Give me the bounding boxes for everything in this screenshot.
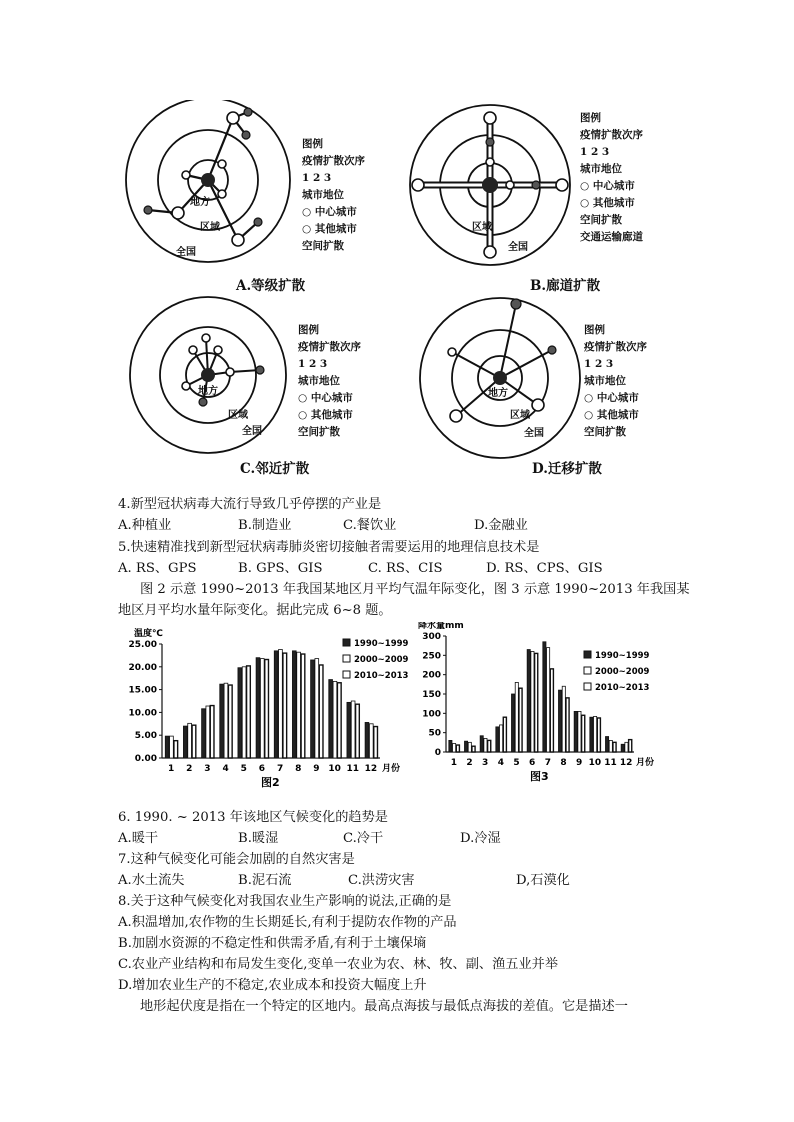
legend-order: 疫情扩散次序	[584, 341, 647, 353]
y-tick-label: 10.00	[128, 708, 157, 719]
legend-swatch	[343, 671, 350, 678]
intro-line-2: 地区月平均水量年际变化。据此完成 6~8 题。	[118, 603, 392, 618]
legend-city: 城市地位	[302, 189, 344, 201]
bar	[220, 684, 224, 758]
legend: 图例 疫情扩散次序 1 2 3 城市地位 ○ 中心城市 ○ 其他城市 空间扩散	[302, 136, 365, 255]
bar	[480, 736, 483, 752]
legend-city: 城市地位	[298, 375, 340, 387]
bar	[279, 649, 283, 758]
option[interactable]: A.水土流失	[118, 873, 185, 888]
option[interactable]: B.制造业	[238, 518, 292, 533]
bar	[283, 653, 287, 758]
x-tick-label: 9	[313, 764, 320, 774]
x-tick-label: 5	[513, 758, 520, 768]
bar	[365, 722, 369, 758]
bar	[625, 742, 628, 752]
bar	[609, 740, 612, 752]
legend-center: 中心城市	[314, 206, 357, 218]
y-tick-label: 20.00	[128, 662, 157, 673]
nation-label: 全国	[242, 426, 262, 437]
bar	[165, 736, 169, 758]
bar	[613, 742, 616, 752]
bar	[256, 658, 260, 758]
y-tick-label: 0.00	[134, 754, 157, 764]
diagram-caption: B.廊道扩散	[530, 278, 601, 294]
bar	[202, 709, 206, 758]
chart-caption: 图3	[530, 770, 549, 783]
bar	[500, 725, 503, 752]
y-tick-label: 150	[422, 690, 441, 700]
option[interactable]: B. GPS、GIS	[238, 561, 323, 576]
bar	[456, 745, 459, 752]
legend-numbers: 1 2 3	[302, 172, 332, 184]
x-tick-label: 1	[167, 764, 175, 774]
bar	[351, 701, 355, 758]
legend-swatch	[584, 683, 591, 690]
option[interactable]: D.增加农业生产的不稳定,农业成本和投资大幅度上升	[118, 978, 427, 993]
option[interactable]: D. RS、CPS、GIS	[486, 561, 603, 576]
core-label: 地方	[190, 197, 210, 208]
x-tick-label: 3	[482, 758, 489, 768]
bar	[369, 724, 373, 758]
x-tick-label: 5	[240, 764, 247, 774]
y-tick-label: 250	[422, 651, 441, 662]
x-tick-label: 2	[186, 764, 193, 774]
bar	[464, 741, 467, 752]
option[interactable]: C.冷干	[343, 831, 384, 846]
legend-title: 图例	[302, 138, 323, 150]
option[interactable]: D.金融业	[474, 518, 528, 533]
option[interactable]: D.冷湿	[460, 831, 501, 846]
bar	[192, 725, 196, 758]
bar	[597, 718, 600, 752]
bar	[228, 685, 232, 758]
bar	[582, 715, 585, 752]
bar	[292, 651, 296, 758]
legend-title: 图例	[298, 324, 319, 336]
option[interactable]: A. RS、GPS	[118, 561, 197, 576]
legend-numbers: 1 2 3	[584, 358, 614, 370]
legend-order: 疫情扩散次序	[302, 155, 365, 167]
option[interactable]: C.洪涝灾害	[348, 873, 415, 888]
region-label: 区域	[200, 222, 220, 233]
option[interactable]: C. RS、CIS	[368, 561, 443, 576]
bar	[543, 642, 546, 752]
bar	[238, 668, 242, 758]
legend-swatch	[584, 651, 591, 658]
x-tick-label: 11	[604, 758, 617, 768]
bar	[527, 650, 530, 752]
bar	[265, 660, 269, 758]
legend-spread: 空间扩散	[298, 426, 340, 438]
legend-order: 疫情扩散次序	[298, 341, 361, 353]
diagram-c	[118, 290, 408, 480]
legend-title: 图例	[584, 324, 605, 336]
y-tick-label: 100	[422, 709, 441, 720]
bar	[206, 706, 210, 758]
diagram-b	[400, 100, 690, 300]
bar	[547, 648, 550, 752]
bar	[496, 727, 499, 752]
bar	[315, 659, 319, 758]
bar	[242, 667, 246, 758]
legend-numbers: 1 2 3	[580, 146, 610, 158]
option[interactable]: B.暖湿	[238, 831, 279, 846]
legend-title: 图例	[580, 112, 601, 124]
legend-spread: 空间扩散	[302, 240, 344, 252]
y-tick-label: 50	[428, 728, 441, 739]
bar	[170, 736, 174, 758]
legend-spread: 空间扩散	[584, 426, 626, 438]
bar	[347, 702, 351, 758]
chart-caption: 图2	[261, 776, 280, 789]
bar	[260, 659, 264, 758]
legend-center: 中心城市	[310, 392, 353, 404]
x-tick-label: 12	[364, 764, 378, 774]
option[interactable]: B.加剧水资源的不稳定性和供需矛盾,有利于土壤保墒	[118, 936, 427, 951]
legend-order: 疫情扩散次序	[580, 129, 643, 141]
bar	[188, 723, 192, 758]
bar	[472, 746, 475, 752]
bar	[566, 698, 569, 752]
option[interactable]: C.餐饮业	[343, 518, 397, 533]
bar	[224, 683, 228, 758]
bar	[558, 690, 561, 752]
legend-center: 中心城市	[592, 180, 635, 192]
chart-title: 降水量mm	[418, 622, 464, 631]
x-tick-label: 8	[295, 764, 302, 774]
y-tick-label: 15.00	[128, 685, 157, 696]
legend-label: 2000~2009	[595, 667, 650, 677]
bar	[519, 688, 522, 752]
bar	[531, 651, 534, 752]
legend-label: 2010~2013	[354, 671, 408, 681]
x-tick-label: 10	[588, 758, 602, 768]
region-label: 区域	[228, 410, 248, 421]
bar	[319, 665, 323, 758]
nation-label: 全国	[176, 247, 196, 258]
diagram-a	[118, 100, 408, 300]
q5-stem: 5.快速精准找到新型冠状病毒肺炎密切接触者需要运用的地理信息技术是	[118, 540, 540, 555]
legend-other: 其他城市	[596, 409, 639, 421]
x-axis-label: 月份	[636, 758, 655, 768]
bar	[629, 740, 632, 752]
bar	[311, 660, 315, 758]
legend-spread: 空间扩散	[580, 214, 622, 226]
option[interactable]: C.农业产业结构和布局发生变化,变单一农业为农、林、牧、副、渔五业并举	[118, 957, 559, 972]
bar	[594, 716, 597, 752]
x-tick-label: 7	[544, 758, 551, 768]
legend-swatch	[343, 655, 350, 662]
bar	[183, 726, 187, 758]
x-tick-label: 4	[497, 758, 504, 768]
bar	[210, 706, 214, 758]
bar	[574, 711, 577, 752]
legend-city: 城市地位	[584, 375, 626, 387]
legend-corridor: 交通运输廊道	[580, 231, 643, 243]
legend-city: 城市地位	[580, 163, 622, 175]
q7-stem: 7.这种气候变化可能会加剧的自然灾害是	[118, 852, 355, 867]
legend-label: 2000~2009	[354, 655, 408, 665]
bar	[333, 681, 337, 758]
diagram-caption: C.邻近扩散	[240, 461, 310, 477]
bar	[247, 666, 251, 758]
y-tick-label: 5.00	[134, 731, 157, 742]
bar	[562, 686, 565, 752]
y-tick-label: 200	[422, 670, 441, 681]
legend-swatch	[584, 667, 591, 674]
legend-other: 其他城市	[310, 409, 353, 421]
y-tick-label: 0	[434, 748, 441, 758]
q4-stem: 4.新型冠状病毒大流行导致几乎停摆的产业是	[118, 497, 382, 512]
option[interactable]: A.积温增加,农作物的生长期延长,有利于提防农作物的产品	[118, 915, 457, 930]
bar	[578, 711, 581, 752]
option[interactable]: A.种植业	[118, 518, 172, 533]
bar	[329, 680, 333, 758]
legend-label: 1990~1999	[354, 639, 408, 649]
nation-label: 全国	[508, 242, 528, 253]
bar	[550, 669, 553, 752]
x-tick-label: 6	[258, 764, 266, 774]
x-tick-label: 10	[328, 764, 341, 774]
bar	[484, 738, 487, 752]
option[interactable]: B.泥石流	[238, 873, 292, 888]
bar	[337, 683, 341, 758]
paragraph-line: 地形起伏度是指在一个特定的区地内。最高点海拔与最低点海拔的差值。它是描述一	[140, 999, 628, 1014]
option[interactable]: A.暖干	[118, 831, 159, 846]
legend-numbers: 1 2 3	[298, 358, 328, 370]
x-tick-label: 3	[204, 764, 211, 774]
x-tick-label: 1	[450, 758, 457, 768]
bar	[515, 682, 518, 752]
legend-other: 其他城市	[314, 223, 357, 235]
x-tick-label: 11	[346, 764, 360, 774]
legend-other: 其他城市	[592, 197, 635, 209]
x-tick-label: 2	[466, 758, 473, 768]
bar	[503, 717, 506, 752]
chart-title: 温度℃	[134, 629, 163, 639]
y-tick-label: 300	[422, 632, 441, 642]
legend: 图例 疫情扩散次序 1 2 3 城市地位 ○ 中心城市 ○ 其他城市 空间扩散 交通运输廊道	[580, 110, 643, 246]
diagram-b-graphic	[400, 100, 690, 300]
y-tick-label: 25.00	[128, 640, 157, 650]
intro-line-1: 图 2 示意 1990~2013 年我国某地区月平均气温年际变化，图 3 示意 1990~2013 年我国某	[140, 582, 690, 597]
bar	[174, 741, 178, 758]
x-tick-label: 4	[222, 764, 229, 774]
x-axis-label: 月份	[382, 764, 401, 774]
x-tick-label: 6	[529, 758, 536, 768]
bar	[621, 744, 624, 752]
legend-swatch	[343, 639, 350, 646]
bar	[488, 740, 491, 752]
bar	[274, 651, 278, 758]
nation-label: 全国	[524, 428, 544, 439]
bar	[449, 740, 452, 752]
option[interactable]: D,石漠化	[516, 873, 570, 888]
core-label: 地方	[488, 388, 508, 399]
legend: 图例 疫情扩散次序 1 2 3 城市地位 ○ 中心城市 ○ 其他城市 空间扩散	[584, 322, 647, 441]
bar	[468, 742, 471, 752]
q8-stem: 8.关于这种气候变化对我国农业生产影响的说法,正确的是	[118, 894, 452, 909]
temperature-chart	[118, 622, 408, 792]
diagram-d	[400, 290, 690, 480]
x-tick-label: 8	[560, 758, 567, 768]
bar	[511, 694, 514, 752]
bar	[356, 704, 360, 758]
precipitation-chart	[412, 622, 682, 792]
q6-stem: 6. 1990. ~ 2013 年该地区气候变化的趋势是	[118, 810, 388, 825]
bar	[590, 717, 593, 752]
region-label: 区域	[472, 222, 492, 233]
diagram-caption: D.迁移扩散	[532, 461, 602, 477]
bar	[453, 743, 456, 752]
bar	[535, 653, 538, 752]
bar	[301, 654, 305, 758]
bar	[374, 727, 378, 758]
legend: 图例 疫情扩散次序 1 2 3 城市地位 ○ 中心城市 ○ 其他城市 空间扩散	[298, 322, 361, 441]
bar	[297, 652, 301, 758]
x-tick-label: 12	[619, 758, 633, 768]
bar	[605, 737, 608, 752]
x-tick-label: 7	[276, 764, 284, 774]
x-tick-label: 9	[576, 758, 583, 768]
core-label: 地方	[198, 386, 218, 397]
region-label: 区域	[510, 410, 530, 421]
diagram-c-graphic	[118, 290, 408, 480]
legend-center: 中心城市	[596, 392, 639, 404]
legend-label: 2010~2013	[595, 683, 650, 693]
diagram-caption: A.等级扩散	[236, 278, 306, 294]
legend-label: 1990~1999	[595, 651, 650, 661]
